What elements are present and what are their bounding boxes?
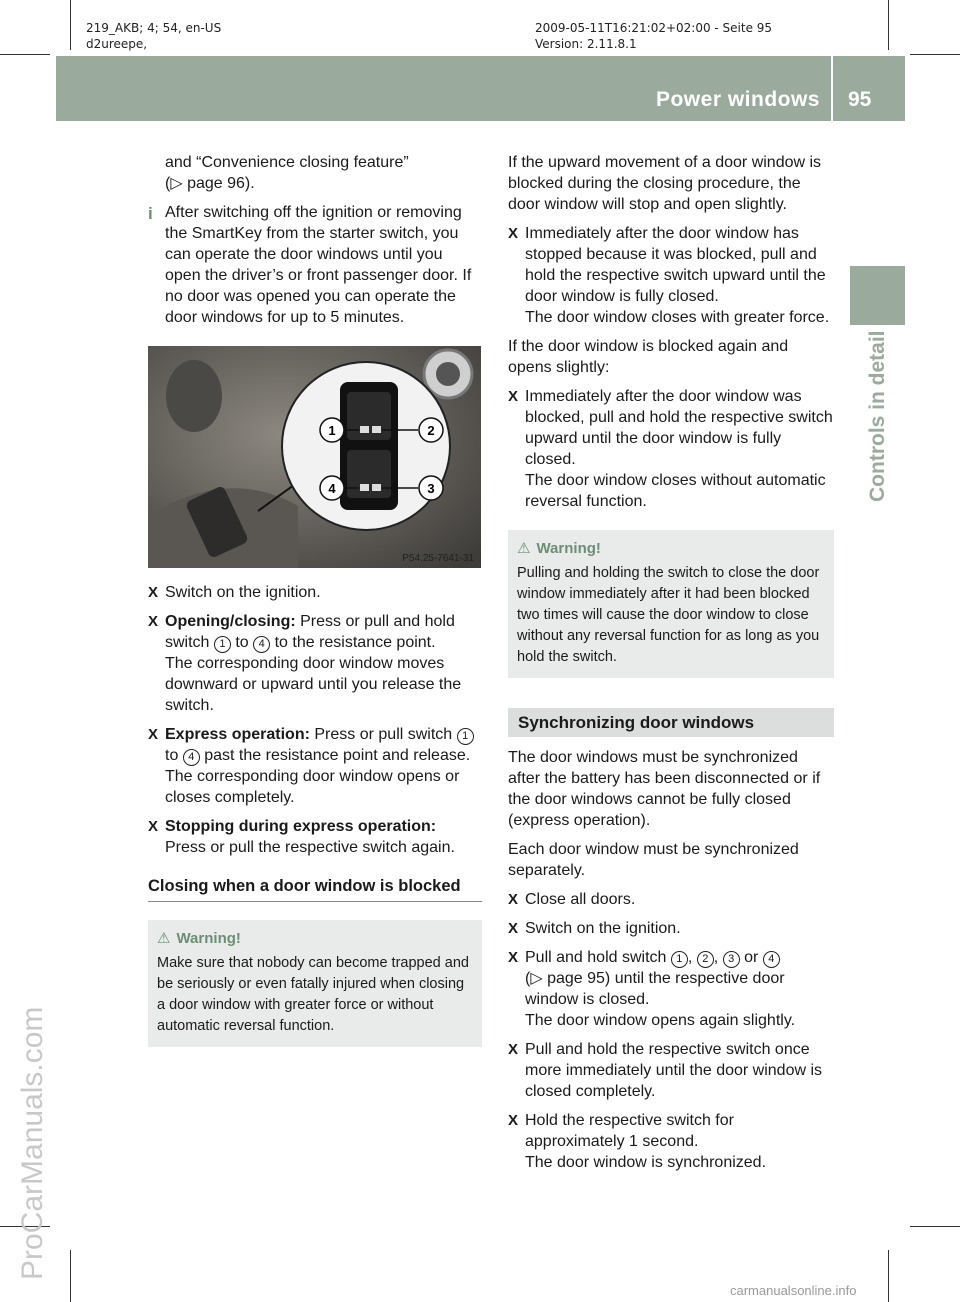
step-item	[508, 1039, 834, 1102]
step-text: Press or pull switch	[309, 726, 457, 743]
warning-icon: ⚠	[157, 930, 171, 947]
step-text: Switch on the ignition.	[165, 584, 321, 601]
info-note	[148, 202, 482, 328]
step-result: The door window opens again slightly.	[525, 1012, 796, 1029]
step-arrow-icon: X	[508, 225, 519, 242]
warning-icon: ⚠	[517, 540, 531, 557]
warning-box	[508, 530, 834, 678]
step-text: past the resistance point and release.	[199, 747, 471, 764]
step-result: The door window is synchronized.	[525, 1154, 767, 1171]
chapter-label: Controls in detail	[866, 330, 889, 502]
step-text: Immediately after the door window was blocked, pull and hold the respective switch upward until the door window is fully closed.	[525, 388, 833, 468]
warning-title: Warning!	[536, 540, 601, 557]
page-title: Power windows	[655, 88, 820, 111]
callout-icon: 1	[457, 728, 474, 745]
step-item	[508, 889, 834, 910]
callout-label: 2	[427, 423, 435, 438]
step-heading: Express operation:	[165, 726, 310, 743]
chapter-tab	[850, 266, 905, 325]
step-text: Pull and hold the respective switch once more immediately until the door window is closed completely.	[525, 1041, 823, 1100]
meta-job-id: 219_AKB; 4; 54, en-US	[86, 21, 222, 35]
warning-box	[148, 920, 482, 1047]
ref-open: (	[165, 175, 171, 192]
paragraph: Each door window must be synchronized separately.	[508, 841, 799, 879]
crop-mark	[70, 0, 71, 50]
callout-label: 3	[427, 481, 435, 496]
footer-watermark: carmanualsonline.info	[730, 1283, 857, 1298]
step-text: ,	[687, 949, 697, 966]
page-ref-link[interactable]: page 96).	[182, 175, 255, 192]
intro-paragraph	[148, 152, 482, 194]
callout-icon: 4	[763, 951, 780, 968]
step-text: Hold the respective switch for approximately 1 second.	[525, 1112, 734, 1150]
step-item	[508, 223, 834, 328]
left-column	[148, 152, 482, 1057]
step-arrow-icon: X	[148, 726, 159, 743]
step-arrow-icon: X	[148, 613, 159, 630]
step-text: to the resistance point.	[270, 634, 436, 651]
step-item	[508, 1110, 834, 1173]
intro-paragraph: If the upward movement of a door window is blocked during the closing procedure, the door window will stop and open slightly.	[508, 154, 822, 213]
warning-header	[517, 538, 825, 559]
door-switch-illustration	[148, 346, 481, 568]
crop-mark	[888, 0, 889, 50]
door-switch-photo	[148, 346, 481, 568]
right-column	[508, 152, 834, 1181]
warning-text: Make sure that nobody can become trapped and be seriously or even fatally injured when closing a door window with greater force or without automatic reversal function.	[157, 955, 469, 1034]
figure-code: P54.25-7641-31	[402, 553, 474, 564]
step-result: The corresponding door window opens or closes completely.	[165, 768, 460, 806]
callout-label: 1	[328, 423, 336, 438]
step-text: Immediately after the door window has stopped because it was blocked, pull and hold the respective switch upward until the door window is fully closed.	[525, 225, 826, 305]
warning-text: Pulling and holding the switch to close the door window immediately after it had been blocked two times will cause the door window to close without any reversal function for as long as you hold the switch.	[517, 565, 820, 665]
step-item	[508, 947, 834, 1031]
section-heading: Synchronizing door windows	[508, 708, 834, 737]
step-arrow-icon: X	[508, 388, 519, 405]
callout-icon: 2	[697, 951, 714, 968]
step-text: to	[165, 747, 183, 764]
subheading: Closing when a door window is blocked	[148, 877, 461, 895]
page-ref-arrow-icon: ▷	[530, 970, 543, 987]
step-text: Press or pull the respective switch again.	[165, 839, 455, 856]
step-text: ,	[713, 949, 723, 966]
paragraph: The door windows must be synchronized after the battery has been disconnected or if the door windows cannot be fully closed (express operation).	[508, 749, 821, 829]
step-arrow-icon: X	[148, 584, 159, 601]
crop-mark	[910, 1226, 960, 1227]
step-result: The door window closes without automatic reversal function.	[525, 472, 826, 510]
meta-doc-id: d2ureepe,	[86, 37, 148, 51]
step-arrow-icon: X	[508, 891, 519, 908]
warning-title: Warning!	[176, 930, 241, 947]
subheading-rule	[148, 901, 482, 902]
step-arrow-icon: X	[508, 920, 519, 937]
step-text: Press or pull and hold switch	[165, 613, 455, 651]
warning-header	[157, 928, 473, 949]
intro-text: and “Convenience closing feature”	[165, 154, 409, 171]
step-item	[508, 386, 834, 512]
callout-icon: 4	[183, 749, 200, 766]
step-item	[148, 724, 482, 808]
step-item	[148, 611, 482, 716]
step-text: to	[230, 634, 254, 651]
step-text: Close all doors.	[525, 891, 636, 908]
crop-mark	[70, 1250, 71, 1302]
step-heading: Opening/closing:	[165, 613, 296, 630]
meta-version: Version: 2.11.8.1	[535, 37, 637, 51]
step-result: The door window closes with greater force.	[525, 309, 830, 326]
callout-icon: 1	[671, 951, 688, 968]
callout-label: 4	[328, 481, 336, 496]
step-text: Pull and hold switch	[525, 949, 671, 966]
step-item	[148, 582, 482, 603]
callout-icon: 4	[253, 636, 270, 653]
step-item	[148, 816, 482, 858]
meta-timestamp: 2009-05-11T16:21:02+02:00 - Seite 95	[535, 21, 773, 35]
paragraph: If the door window is blocked again and opens slightly:	[508, 338, 789, 376]
step-text: Switch on the ignition.	[525, 920, 681, 937]
page-number: 95	[848, 88, 872, 111]
info-icon: i	[148, 204, 153, 223]
step-arrow-icon: X	[148, 818, 159, 835]
step-item	[508, 918, 834, 939]
step-arrow-icon: X	[508, 1112, 519, 1129]
callout-icon: 3	[723, 951, 740, 968]
page-ref-link[interactable]: page 95) until the respective door window is closed.	[525, 970, 785, 1008]
crop-mark	[0, 54, 50, 55]
header-separator	[831, 56, 833, 121]
crop-mark	[888, 1250, 889, 1302]
step-heading: Stopping during express operation:	[165, 818, 437, 835]
step-arrow-icon: X	[508, 949, 519, 966]
watermark: ProCarManuals.com	[16, 1006, 49, 1280]
step-result: The corresponding door window moves downward or upward until you release the switch.	[165, 655, 462, 714]
step-text: or	[739, 949, 763, 966]
step-arrow-icon: X	[508, 1041, 519, 1058]
callout-icon: 1	[214, 636, 231, 653]
crop-mark	[910, 54, 960, 55]
info-text: After switching off the ignition or removing the SmartKey from the starter switch, you can operate the door windows until you open the driver’s or front passenger door. If no door was opened you can operate the door windows for up to 5 minutes.	[165, 204, 472, 326]
ref-open: (	[525, 970, 531, 987]
page-ref-arrow-icon: ▷	[170, 175, 183, 192]
